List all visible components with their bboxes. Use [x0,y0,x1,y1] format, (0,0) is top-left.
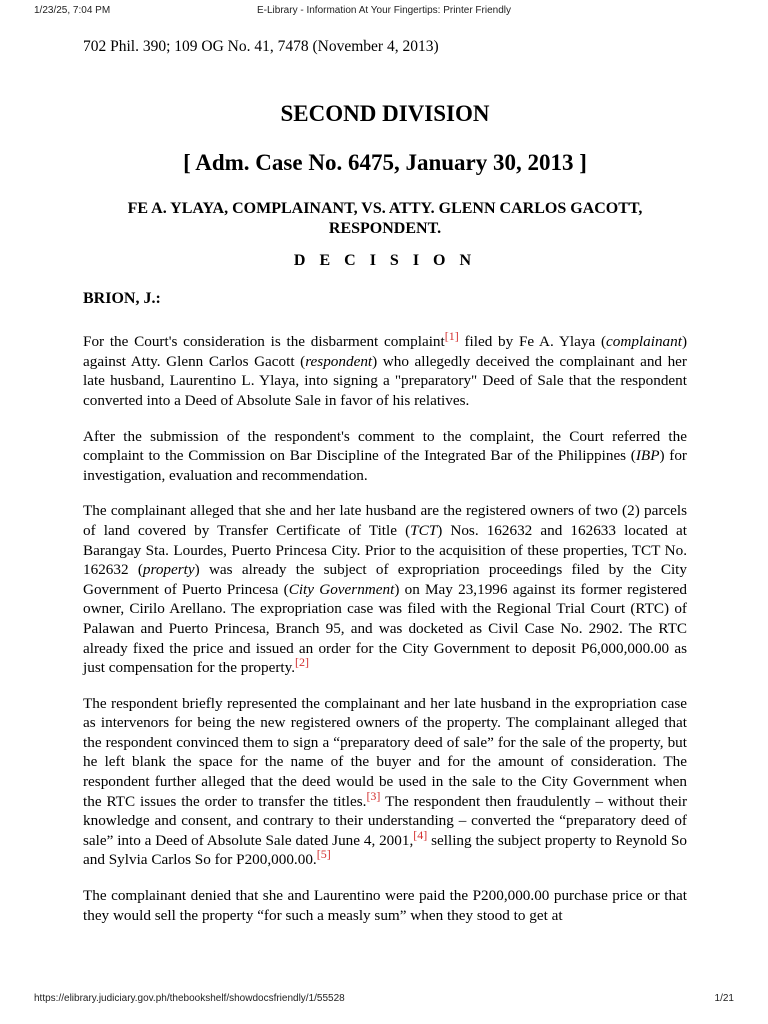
paragraph-text: The respondent then fraudulently – without their knowledge and consent, and contrary to their understanding – converted the “preparatory deed of sale” into a Deed of Absolute Sale dated June 4, 2001, [83,792,687,849]
paragraph-text: ) on May 23,1996 against its former registered owner, Cirilo Arellano. The expropriation case was filed with the Regional Trial Court (RTC) of Palawan and Puerto Princesa, Branch 95, and was docketed as Civil Case No. 2902. The RTC already fixed the price and issued an order for the City Government to deposit P6,000,000.00 as just compensation for the property. [83,580,687,677]
footnote-link-4[interactable]: [4] [413,827,428,842]
paragraph-text: The respondent briefly represented the complainant and her late husband in the expropriation case as intervenors for being the new registered owners of the property. The complainant alleged that the respondent convinced them to sign a “preparatory deed of sale” for the sale of the property, but he left blank the space for the name of the buyer and for the amount of consideration. The respondent further alleged that the deed would be used in the sale to the City Government when the RTC issues the order to transfer the titles. [83,694,687,810]
decision-heading: D E C I S I O N [293,252,477,270]
paragraph-5 [83,886,687,925]
case-parties: FE A. YLAYA, COMPLAINANT, VS. ATTY. GLENN CARLOS GACOTT, RESPONDENT. [127,199,643,238]
ponente: BRION, J.: [83,290,161,308]
browser-print-footer [0,993,768,1013]
paragraph-1 [83,329,688,410]
division-heading: SECOND DIVISION [280,101,490,126]
paragraph-text: The complainant denied that she and Laurentino were paid the P200,000.00 purchase price or that they would sell the property “for such a measly sum” when they stood to get at [83,887,687,924]
footnote-link-5[interactable]: [5] [316,847,331,862]
paragraph-text: The complainant alleged that she and her late husband are the registered owners of two (2) parcels of land covered by Transfer Certificate of Title ( [83,502,687,539]
paragraph-text: selling the subject property to Reynold So and Sylvia Carlos So for P200,000.00. [83,831,687,869]
italic-term: complainant [606,333,682,351]
print-datetime: 1/23/25, 7:04 PM [34,5,111,16]
paragraph-text: filed by Fe A. Ylaya ( [458,333,607,351]
italic-term: property [142,561,195,579]
print-page-number: 1/21 [714,993,734,1004]
paragraph-3 [83,501,687,677]
paragraph-text: After the submission of the respondent's comment to the complaint, the Court referred the complaint to the Commission on Bar Discipline of the Integrated Bar of the Philippines ( [83,427,687,465]
paragraph-text: ) for investigation, evaluation and recommendation. [83,447,687,484]
paragraph-text: ) Nos. 162632 and 162633 located at Barangay Sta. Lourdes, Puerto Princesa City. Prior to the acquisition of these properties, TCT No. 162632 ( [83,521,687,579]
footnote-link-1[interactable]: [1] [444,329,459,344]
italic-term: TCT [410,521,438,539]
paragraph-text: ) who allegedly deceived the complainant and her late husband, Laurentino L. Ylaya, into signing a "preparatory" Deed of Sale that the respondent converted into a Deed of Absolute Sale in favor of his relatives. [83,352,687,409]
italic-term: City Government [288,580,395,598]
document-body [83,38,687,925]
print-page-title: E-Library - Information At Your Fingertips: Printer Friendly [257,5,511,16]
print-url: https://elibrary.judiciary.gov.ph/thebookshelf/showdocsfriendly/1/55528 [34,993,345,1004]
paragraph-text: ) against Atty. Glenn Carlos Gacott ( [83,333,688,370]
paragraph-text: For the Court's consideration is the disbarment complaint [83,333,445,351]
paragraph-4 [83,694,687,870]
paragraph-text: ) was already the subject of expropriation proceedings filed by the City Government of Puerto Princesa ( [83,561,687,598]
browser-print-header [0,0,768,22]
italic-term: IBP [635,447,660,465]
footnote-link-3[interactable]: [3] [366,788,381,803]
case-number-heading: [ Adm. Case No. 6475, January 30, 2013 ] [183,150,587,175]
italic-term: respondent [305,352,373,370]
citation: 702 Phil. 390; 109 OG No. 41, 7478 (November 4, 2013) [83,38,439,55]
paragraph-2 [83,427,687,486]
footnote-link-2[interactable]: [2] [295,655,310,670]
